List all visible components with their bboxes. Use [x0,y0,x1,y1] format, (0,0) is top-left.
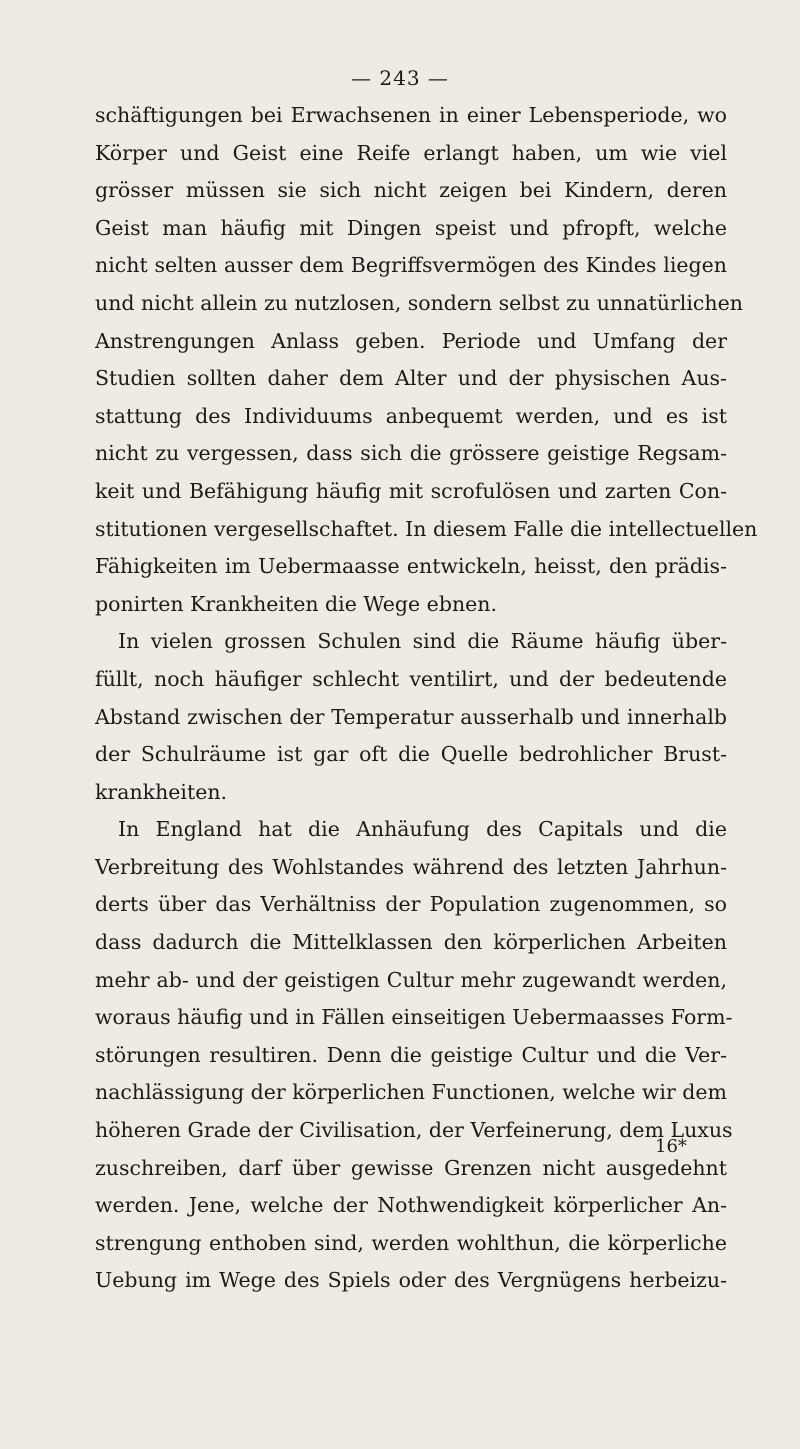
text-line: höheren Grade der Civilisation, der Verfeinerung, dem Luxus [95,1118,733,1143]
text-line: keit und Befähigung häufig mit scrofulösen und zarten Con- [95,478,727,503]
text-line: grösser müssen sie sich nicht zeigen bei Kindern, deren [95,178,727,203]
text-line: störungen resultiren. Denn die geistige Cultur und die Ver- [95,1042,727,1067]
text-line: Studien sollten daher dem Alter und der physischen Aus- [95,366,727,391]
text-line: nicht selten ausser dem Begriffsvermögen des Kindes liegen [95,253,727,278]
text-line: strengung enthoben sind, werden wohlthun, die körperliche [95,1230,727,1255]
text-line: derts über das Verhältniss der Population zugenommen, so [95,892,727,917]
text-line: füllt, noch häufiger schlecht ventilirt, und der bedeutende [95,666,727,691]
text-line: schäftigungen bei Erwachsenen in einer Lebensperiode, wo [95,103,727,127]
text-line: Anstrengungen Anlass geben. Periode und Umfang der [95,328,727,353]
text-line: stitutionen vergesellschaftet. In diesem Falle die intellectuellen [95,516,758,541]
text-line: Fähigkeiten im Uebermaasse entwickeln, heisst, den prädis- [95,554,727,579]
text-line: woraus häufig und in Fällen einseitigen Uebermaasses Form- [95,1005,733,1030]
text-line: Abstand zwischen der Temperatur ausserhalb und innerhalb [95,704,727,729]
body-text [95,97,758,1300]
text-line: werden. Jene, welche der Nothwendigkeit körperlicher An- [95,1193,727,1218]
text-line: Körper und Geist eine Reife erlangt haben, um wie viel [95,140,727,165]
text-line: In vielen grossen Schulen sind die Räume häufig über- [118,629,727,654]
signature-mark: 16* [655,1136,687,1157]
text-line: krankheiten. [95,779,228,804]
text-line: der Schulräume ist gar oft die Quelle bedrohlicher Brust- [95,742,727,767]
text-line: Verbreitung des Wohlstandes während des letzten Jahrhun- [95,854,727,879]
text-line: In England hat die Anhäufung des Capitals und die [118,817,727,842]
text-line: stattung des Individuums anbequemt werden, und es ist [95,403,727,428]
text-line: nicht zu vergessen, dass sich die grössere geistige Regsam- [95,441,727,466]
text-line: dass dadurch die Mittelklassen den körperlichen Arbeiten [95,930,727,955]
text-line: zuschreiben, darf über gewisse Grenzen nicht ausgedehnt [95,1155,727,1180]
text-line: nachlässigung der körperlichen Functionen, welche wir dem [95,1080,727,1105]
text-line: mehr ab- und der geistigen Cultur mehr zugewandt werden, [95,967,727,992]
text-line: ponirten Krankheiten die Wege ebnen. [95,591,497,616]
page-number: — 243 — [351,66,449,90]
text-line: Uebung im Wege des Spiels oder des Vergnügens herbeizu- [95,1268,727,1293]
text-line: Geist man häufig mit Dingen speist und pfropft, welche [95,215,727,240]
text-line: und nicht allein zu nutzlosen, sondern selbst zu unnatürlichen [95,290,743,315]
